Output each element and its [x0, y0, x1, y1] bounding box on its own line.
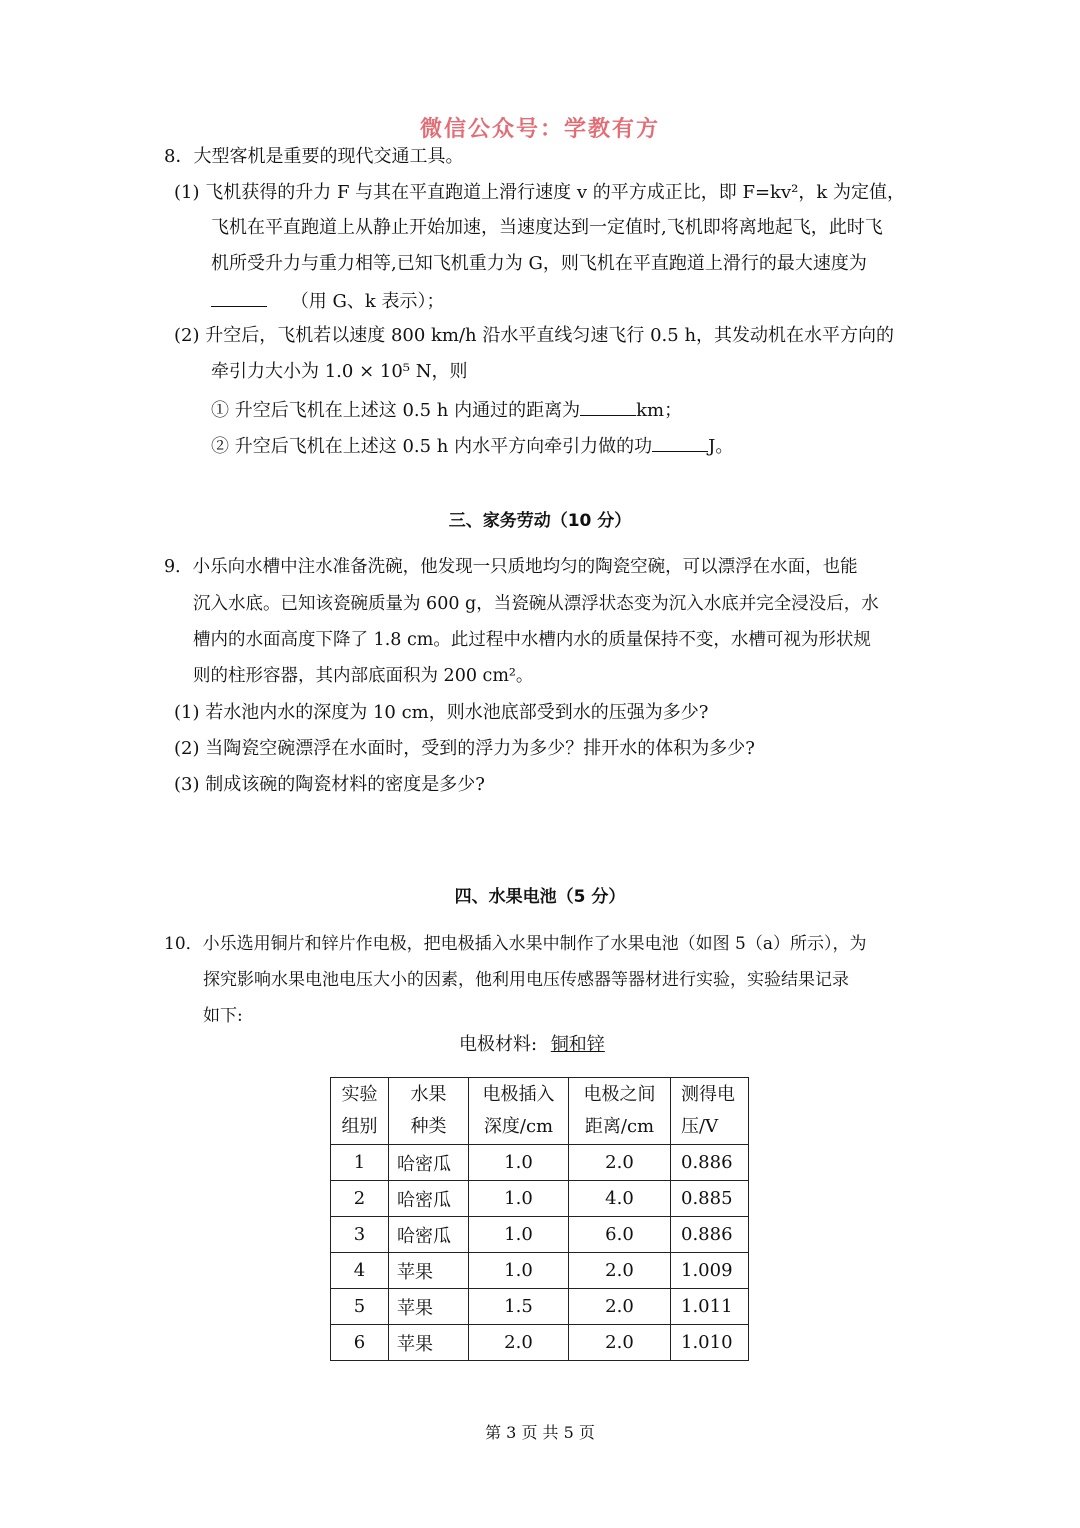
table-row — [331, 1217, 749, 1253]
table-cell: 2 — [331, 1181, 389, 1217]
q9-line2: 沉入水底。已知该瓷碗质量为 600 g，当瓷碗从漂浮状态变为沉入水底并完全浸没后，水 — [193, 594, 879, 614]
q9-sub3: (3) 制成该碗的陶瓷材料的密度是多少? — [174, 774, 485, 795]
q8-part1-line4 — [211, 288, 444, 314]
q9-sub2: (2) 当陶瓷空碗漂浮在水面时，受到的浮力为多少？排开水的体积为多少? — [174, 738, 755, 759]
q8-part2-line1: (2) 升空后，飞机若以速度 800 km/h 沿水平直线匀速飞行 0.5 h，其发动机在水平方向的 — [174, 325, 895, 346]
q9-line3: 槽内的水面高度下降了 1.8 cm。此过程中水槽内水的质量保持不变，水槽可视为形状规 — [193, 630, 871, 650]
header-fruit — [389, 1078, 469, 1145]
table-cell: 4 — [331, 1253, 389, 1289]
q8-intro: 8．大型客机是重要的现代交通工具。 — [164, 146, 464, 167]
table-row — [331, 1289, 749, 1325]
table-cell: 1.5 — [469, 1289, 569, 1325]
table-cell: 1.011 — [671, 1289, 749, 1325]
table-cell: 1.009 — [671, 1253, 749, 1289]
q10-line1: 10．小乐选用铜片和锌片作电极，把电极插入水果中制作了水果电池（如图 5（a）所示），为 — [164, 934, 867, 954]
table-cell: 1.0 — [469, 1145, 569, 1181]
header-group — [331, 1078, 389, 1145]
table-cell: 5 — [331, 1289, 389, 1325]
table-header-row — [331, 1078, 749, 1145]
caption-value: 铜和锌 — [550, 1034, 605, 1055]
section-4-title: 四、水果电池（5 分） — [454, 887, 626, 907]
header-text: 压/V — [681, 1116, 719, 1137]
table-cell: 2.0 — [569, 1145, 671, 1181]
q8-part1-line2: 飞机在平直跑道上从静止开始加速，当速度达到一定值时,飞机即将离地起飞，此时飞 — [211, 217, 883, 238]
table-cell: 6 — [331, 1325, 389, 1361]
q8-sub1 — [211, 397, 682, 423]
table-cell: 3 — [331, 1217, 389, 1253]
header-text: 测得电 — [681, 1084, 735, 1105]
table-cell: 1 — [331, 1145, 389, 1181]
answer-blank — [580, 397, 636, 416]
header-text: 种类 — [410, 1116, 447, 1137]
table-row — [331, 1253, 749, 1289]
q8-part1-line3: 机所受升力与重力相等,已知飞机重力为 G，则飞机在平直跑道上滑行的最大速度为 — [211, 253, 867, 274]
table-cell: 1.0 — [469, 1217, 569, 1253]
q8-sub2-unit: J。 — [708, 436, 734, 457]
q8-part1-line1: (1) 飞机获得的升力 F 与其在平直跑道上滑行速度 v 的平方成正比，即 F=kv²，k 为定值， — [174, 182, 905, 203]
header-text: 距离/cm — [584, 1116, 655, 1137]
table-cell: 哈密瓜 — [389, 1145, 469, 1181]
table-cell: 苹果 — [389, 1325, 469, 1361]
table-cell: 0.885 — [671, 1181, 749, 1217]
table-cell: 6.0 — [569, 1217, 671, 1253]
table-cell: 2.0 — [569, 1253, 671, 1289]
q8-sub2-text: ② 升空后飞机在上述这 0.5 h 内水平方向牵引力做的功 — [211, 436, 653, 457]
q10-line3: 如下: — [203, 1006, 243, 1026]
table-row — [331, 1181, 749, 1217]
q9-sub1: (1) 若水池内水的深度为 10 cm，则水池底部受到水的压强为多少? — [174, 702, 709, 723]
header-text: 电极插入 — [482, 1084, 555, 1105]
header-text: 组别 — [341, 1116, 378, 1137]
header-depth — [469, 1078, 569, 1145]
table-cell: 苹果 — [389, 1253, 469, 1289]
header-text: 水果 — [410, 1084, 447, 1105]
q8-sub1-unit: km； — [636, 400, 683, 421]
q9-line4: 则的柱形容器，其内部底面积为 200 cm²。 — [193, 666, 534, 686]
header-distance — [569, 1078, 671, 1145]
table-cell: 哈密瓜 — [389, 1217, 469, 1253]
answer-blank — [211, 288, 267, 307]
table-cell: 1.0 — [469, 1181, 569, 1217]
header-text: 电极之间 — [583, 1084, 656, 1105]
header-voltage — [671, 1078, 749, 1145]
page-footer: 第 3 页 共 5 页 — [485, 1423, 595, 1442]
table-cell: 4.0 — [569, 1181, 671, 1217]
table-cell: 2.0 — [569, 1289, 671, 1325]
table-cell: 1.010 — [671, 1325, 749, 1361]
table-cell: 0.886 — [671, 1145, 749, 1181]
q10-line2: 探究影响水果电池电压大小的因素，他利用电压传感器等器材进行实验，实验结果记录 — [203, 970, 849, 990]
table-cell: 2.0 — [469, 1325, 569, 1361]
table-cell: 哈密瓜 — [389, 1181, 469, 1217]
table-cell: 2.0 — [569, 1325, 671, 1361]
table-cell: 1.0 — [469, 1253, 569, 1289]
caption-label: 电极材料: — [459, 1034, 538, 1055]
watermark-text: 微信公众号：学教有方 — [419, 117, 660, 142]
q9-line1: 9．小乐向水槽中注水准备洗碗，他发现一只质地均匀的陶瓷空碗，可以漂浮在水面，也能 — [164, 557, 858, 577]
header-text: 深度/cm — [483, 1116, 554, 1137]
table-cell: 苹果 — [389, 1289, 469, 1325]
section-3-title: 三、家务劳动（10 分） — [448, 511, 632, 531]
table-cell: 0.886 — [671, 1217, 749, 1253]
header-text: 实验 — [341, 1084, 378, 1105]
answer-blank — [652, 433, 708, 452]
q8-sub1-text: ① 升空后飞机在上述这 0.5 h 内通过的距离为 — [211, 400, 581, 421]
table-caption — [459, 1033, 605, 1057]
q8-part2-line2: 牵引力大小为 1.0 × 10⁵ N，则 — [211, 361, 468, 382]
table-row — [331, 1325, 749, 1361]
q8-part1-hint: （用 G、k 表示）； — [290, 291, 445, 312]
experiment-table — [330, 1077, 749, 1361]
table-row — [331, 1145, 749, 1181]
q8-sub2 — [211, 433, 733, 459]
